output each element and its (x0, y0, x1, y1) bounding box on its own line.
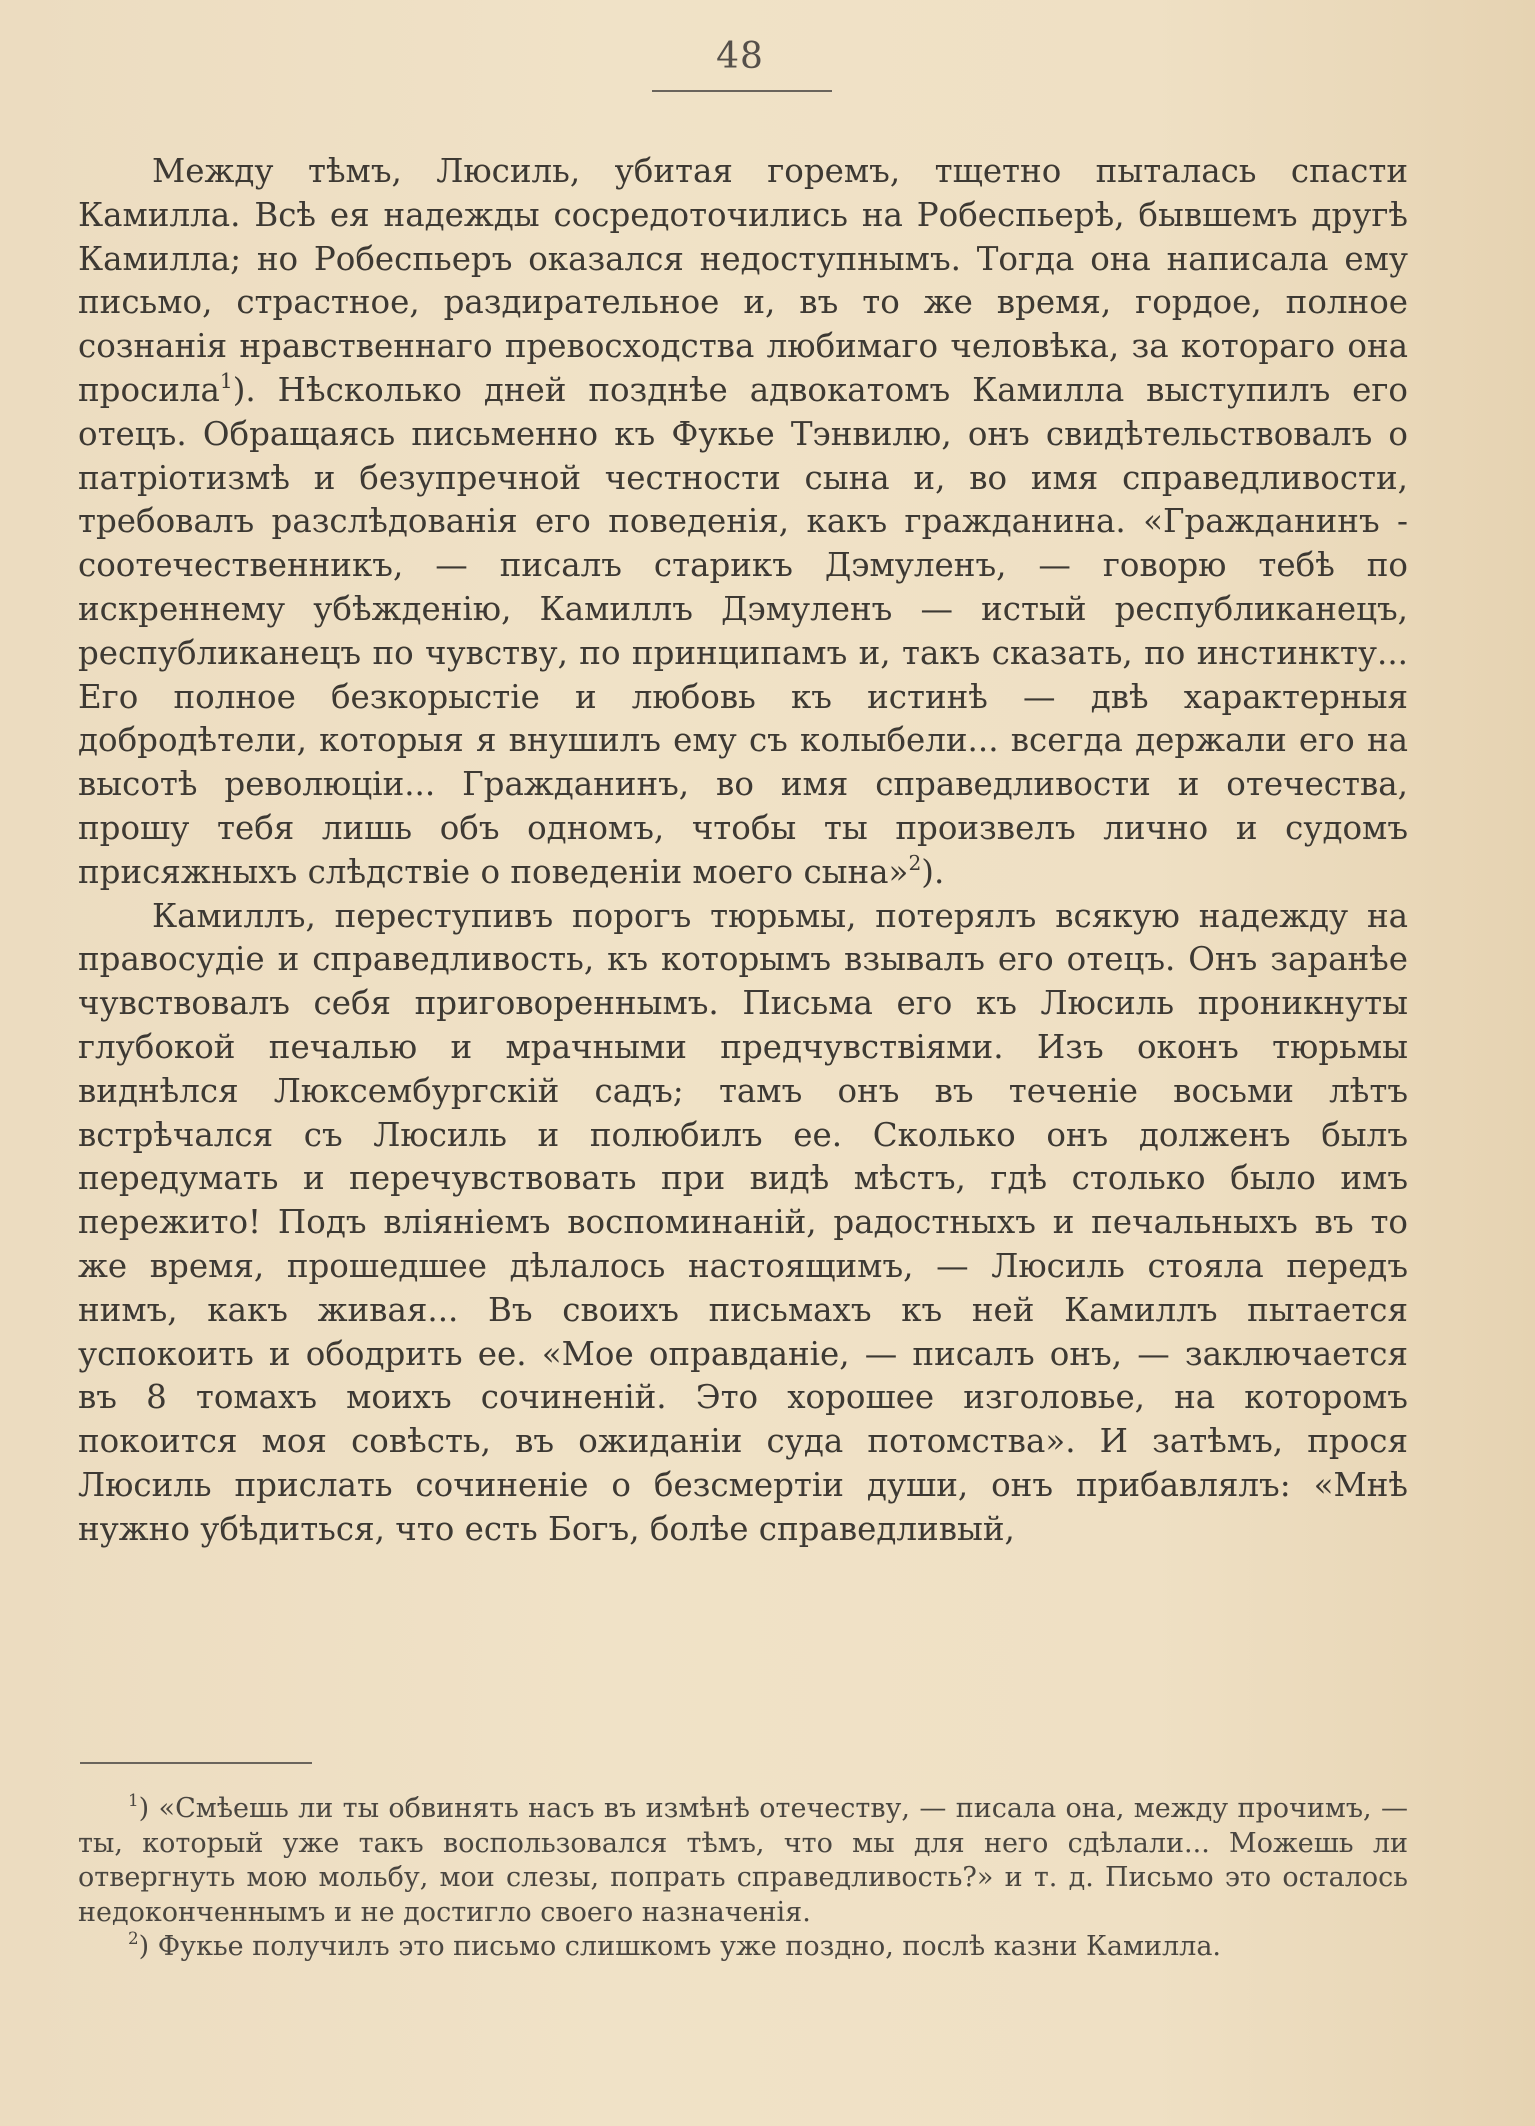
footnote-rule (80, 1762, 312, 1764)
paragraph-2: Камиллъ, переступивъ порогъ тюрьмы, потерялъ всякую надежду на правосудіе и справедливость, къ которымъ взывалъ его отецъ. Онъ заранѣе чувствовалъ себя приговореннымъ. Письма его къ Люсиль проникнуты глубокой печалью и мрачными предчувствіями. Изъ оконъ тюрьмы виднѣлся Люксембургскій садъ; тамъ онъ въ теченіе восьми лѣтъ встрѣчался съ Люсиль и полюбилъ ее. Сколько онъ долженъ былъ передумать и перечувствовать при видѣ мѣстъ, гдѣ столько было имъ пережито! Подъ вліяніемъ воспоминаній, радостныхъ и печальныхъ въ то же время, прошедшее дѣлалось настоящимъ, — Люсиль стояла передъ нимъ, какъ живая... Въ своихъ письмахъ къ ней Камиллъ пытается успокоить и ободрить ее. «Мое оправданіе, — писалъ онъ, — заключается въ 8 томахъ моихъ сочиненій. Это хорошее изголовье, на которомъ покоится моя совѣсть, въ ожиданіи суда потомства». И затѣмъ, прося Люсиль прислать сочиненіе о безсмертіи души, онъ прибавлялъ: «Мнѣ нужно убѣдиться, что есть Богъ, болѣе справедливый, (78, 896, 1408, 1548)
paragraph-1 (78, 150, 1408, 895)
footnote-1 (78, 1792, 1408, 1930)
page-number: 48 (716, 36, 764, 77)
paragraph-1-text-a: Между тѣмъ, Люсиль, убитая горемъ, тщетно пыталась спасти Камилла. Всѣ ея надежды сосредоточились на Робеспьерѣ, бывшемъ другѣ Камилла; но Робеспьеръ оказался недоступнымъ. Тогда она написала ему письмо, страстное, раздирательное и, въ то же время, гордое, полное сознанія нравственнаго превосходства любимаго человѣка, за котораго она просила (78, 152, 1408, 409)
footnote-1-text: ) «Смѣешь ли ты обвинять насъ въ измѣнѣ отечеству, — писала она, между прочимъ, — ты, который уже такъ воспользовался тѣмъ, что мы для него сдѣлали... Можешь ли отвергнуть мою мольбу, мои слезы, попрать справедливость?» и т. д. Письмо это осталось недоконченнымъ и не достигло своего назначенія. (78, 1793, 1408, 1928)
paragraph-1-text-c: ). (921, 852, 945, 891)
footnote-2-marker: 2 (128, 1928, 139, 1949)
footnote-1-marker: 1 (128, 1790, 139, 1811)
main-text (78, 150, 1408, 1552)
footnote-2-text: ) Фукье получилъ это письмо слишкомъ уже поздно, послѣ казни Камилла. (138, 1931, 1222, 1962)
footnotes (78, 1792, 1408, 1965)
footnote-2 (78, 1930, 1408, 1965)
footnote-ref-2[interactable]: 2 (908, 850, 922, 875)
header-rule (652, 90, 832, 92)
paragraph-1-text-b: ). Нѣсколько дней позднѣе адвокатомъ Камилла выступилъ его отецъ. Обращаясь письменно къ Фукье Тэнвилю, онъ свидѣтельствовалъ о патріотизмѣ и безупречной честности сына и, во имя справедливости, требовалъ разслѣдованія его поведенія, какъ гражданина. «Гражданинъ - соотечественникъ, — писалъ старикъ Дэмуленъ, — говорю тебѣ по искреннему убѣжденію, Камиллъ Дэмуленъ — истый республиканецъ, республиканецъ по чувству, по принципамъ и, такъ сказать, по инстинкту... Его полное безкорыстіе и любовь къ истинѣ — двѣ характерныя добродѣтели, которыя я внушилъ ему съ колыбели... всегда держали его на высотѣ революціи... Гражданинъ, во имя справедливости и отечества, прошу тебя лишь объ одномъ, чтобы ты произвелъ лично и судомъ присяжныхъ слѣдствіе о поведеніи моего сына» (78, 370, 1408, 891)
footnote-ref-1[interactable]: 1 (219, 368, 233, 393)
